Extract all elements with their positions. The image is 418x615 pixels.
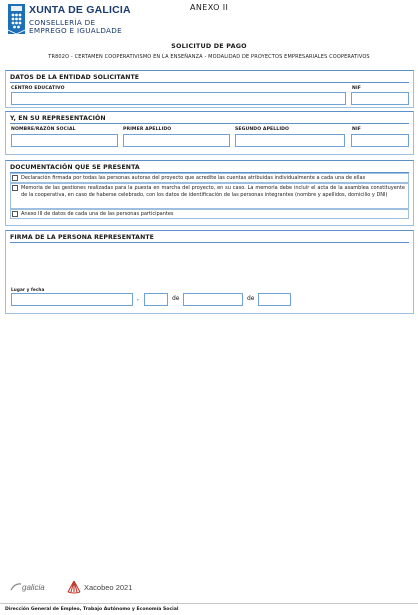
xacobeo-logo: Xacobeo 2021 [84, 583, 133, 592]
place-field[interactable] [11, 293, 133, 306]
org-name: XUNTA DE GALICIA [29, 4, 131, 16]
centro-educativo-field[interactable] [11, 92, 346, 105]
entity-section [5, 70, 414, 108]
doc-checkbox-2[interactable] [12, 185, 18, 191]
doc-item-text: Memoria de las gestiones realizadas para la puesta en marcha del proyecto, en su caso. La memoria debe incluir el acta de la asamblea constituyente de la cooperativa, en caso de haberse celebrado, con los datos de identificación de las personas integrantes (nombre y apellidos, domicilio y DNI) [21, 185, 405, 198]
signature-section [5, 230, 414, 314]
section-title: Y, EN SU REPRESENTACIÓN [10, 115, 106, 122]
section-title: FIRMA DE LA PERSONA REPRESENTANTE [10, 234, 154, 241]
doc-item-3 [10, 209, 409, 219]
entity-nif-field[interactable] [351, 92, 409, 105]
section-divider [10, 123, 409, 124]
first-surname-label: PRIMER APELLIDO [123, 127, 172, 132]
xacobeo-shell-icon [66, 580, 82, 594]
de-separator-2: de [247, 295, 255, 302]
footer-text: Dirección General de Empleo, Trabajo Autónomo y Economía Social [5, 607, 179, 612]
xunta-logo [8, 4, 148, 40]
doc-item-text: Anexo III de datos de cada una de las personas participantes [21, 211, 174, 217]
department-line-1: CONSELLERÍA DE [29, 18, 96, 27]
name-field[interactable] [11, 134, 118, 147]
comma-separator: , [137, 295, 139, 302]
doc-item-1 [10, 173, 409, 183]
rep-nif-field[interactable] [351, 134, 409, 147]
doc-item-text: Declaración firmada por todas las personas autoras del proyecto que acredite las cuentas atribuidas individualmente a cada una de ellas [21, 175, 366, 181]
doc-item-2 [10, 183, 409, 209]
place-date-label: Lugar y fecha [11, 287, 45, 292]
section-title: DOCUMENTACIÓN QUE SE PRESENTA [10, 164, 140, 171]
representative-section [5, 111, 414, 155]
documentation-section [5, 160, 414, 226]
annex-label: ANEXO II [190, 3, 229, 12]
page-subtitle: TR802O - CERTAMEN COOPERATIVISMO EN LA ENSEÑANZA - MODALIDAD DE PROYECTOS EMPRESARIALES COOPERATIVOS [48, 54, 370, 60]
centro-label: CENTRO EDUCATIVO [11, 86, 65, 91]
second-surname-field[interactable] [235, 134, 345, 147]
galicia-shield-icon [8, 4, 25, 34]
year-field[interactable] [258, 293, 291, 306]
section-title: DATOS DE LA ENTIDAD SOLICITANTE [10, 74, 140, 81]
department-line-2: EMPREGO E IGUALDADE [29, 26, 122, 35]
galicia-logo: galicia [22, 583, 45, 592]
month-field[interactable] [183, 293, 243, 306]
section-divider [10, 242, 409, 243]
second-surname-label: SEGUNDO APELLIDO [235, 127, 290, 132]
footer-divider [0, 603, 418, 604]
day-field[interactable] [144, 293, 168, 306]
name-label: NOMBRE/RAZÓN SOCIAL [11, 127, 76, 132]
de-separator-1: de [172, 295, 180, 302]
page-title: SOLICITUD DE PAGO [171, 42, 247, 50]
doc-checkbox-1[interactable] [12, 175, 18, 181]
first-surname-field[interactable] [123, 134, 230, 147]
nif-label: NIF [352, 86, 361, 91]
doc-checkbox-3[interactable] [12, 211, 18, 217]
section-divider [10, 82, 409, 83]
nif-label: NIF [352, 127, 361, 132]
galicia-swoosh-icon [10, 582, 22, 592]
